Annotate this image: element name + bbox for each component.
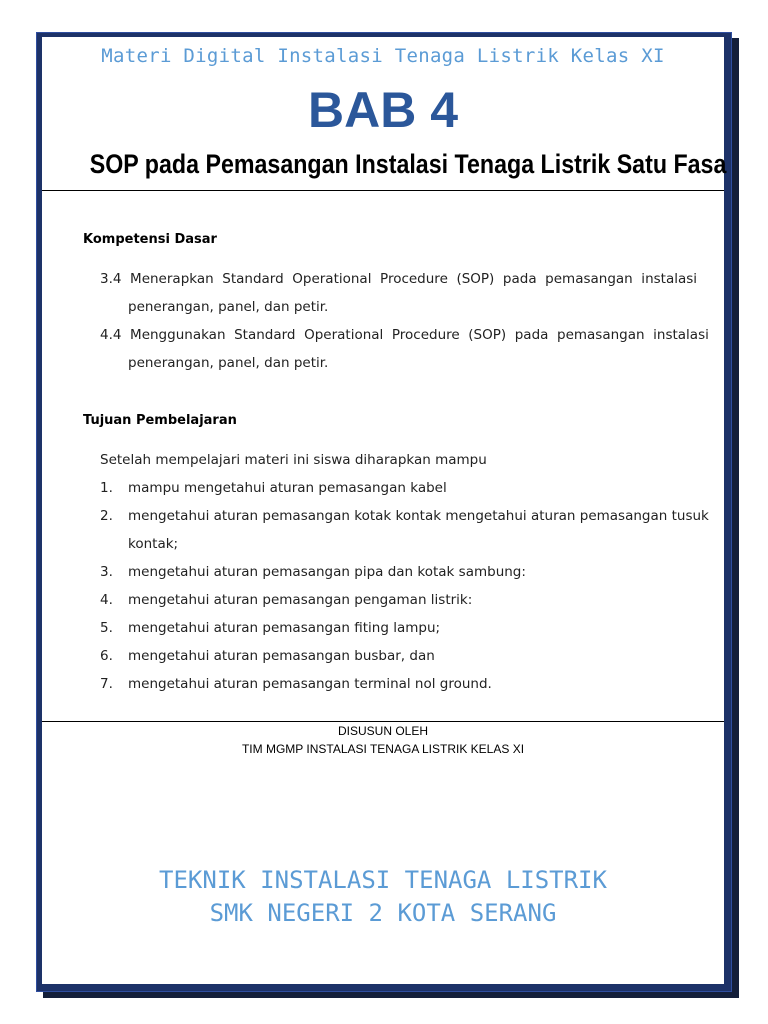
kompetensi-item-line1: 3.4 Menerapkan Standard Operational Procedure (SOP) pada pemasangan instalasi [100,271,698,287]
list-item [100,502,720,558]
list-text: mengetahui aturan pemasangan fiting lampu; [128,620,441,636]
kompetensi-item-line2: penerangan, panel, dan petir. [128,355,329,371]
chapter-number: BAB 4 [307,82,459,138]
tujuan-intro: Setelah mempelajari materi ini siswa diharapkan mampu [100,452,487,468]
list-number: 3. [100,564,113,580]
list-number: 7. [100,676,113,692]
list-item [100,474,720,502]
compiled-by-label: DISUSUN OLEH [337,724,429,738]
list-item [100,670,720,698]
list-number: 4. [100,592,113,608]
kompetensi-item [100,321,709,377]
list-item [100,642,720,670]
tujuan-list [100,474,720,698]
kompetensi-item-line2: penerangan, panel, dan petir. [128,299,329,315]
list-text: mengetahui aturan pemasangan pengaman listrik: [128,592,473,608]
list-number: 2. [100,508,113,524]
school-name: SMK NEGERI 2 KOTA SERANG [209,899,557,927]
list-text: mengetahui aturan pemasangan busbar, dan [128,648,435,664]
document-page [42,37,727,984]
department-name: TEKNIK INSTALASI TENAGA LISTRIK [159,866,607,894]
list-item [100,558,720,586]
divider-bottom [42,721,724,722]
tujuan-heading: Tujuan Pembelajaran [83,413,237,428]
kompetensi-item [100,265,704,321]
list-text: mengetahui aturan pemasangan terminal nol ground. [128,676,492,692]
divider-top [42,190,724,191]
list-item [100,614,720,642]
list-text: mengetahui aturan pemasangan pipa dan kotak sambung: [128,564,526,580]
chapter-title: SOP pada Pemasangan Instalasi Tenaga Listrik Satu Fasa [89,149,727,179]
kompetensi-item-line1: 4.4 Menggunakan Standard Operational Procedure (SOP) pada pemasangan instalasi [100,327,709,343]
list-item [100,586,720,614]
list-number: 1. [100,480,113,496]
compiled-by-team: TIM MGMP INSTALASI TENAGA LISTRIK KELAS XI [241,742,525,756]
list-text: mampu mengetahui aturan pemasangan kabel [128,480,447,496]
list-number: 5. [100,620,113,636]
kompetensi-heading: Kompetensi Dasar [83,232,217,247]
list-text: mengetahui aturan pemasangan kotak kontak mengetahui aturan pemasangan tusuk kontak; [128,508,709,552]
list-number: 6. [100,648,113,664]
course-title: Materi Digital Instalasi Tenaga Listrik Kelas XI [101,45,665,67]
